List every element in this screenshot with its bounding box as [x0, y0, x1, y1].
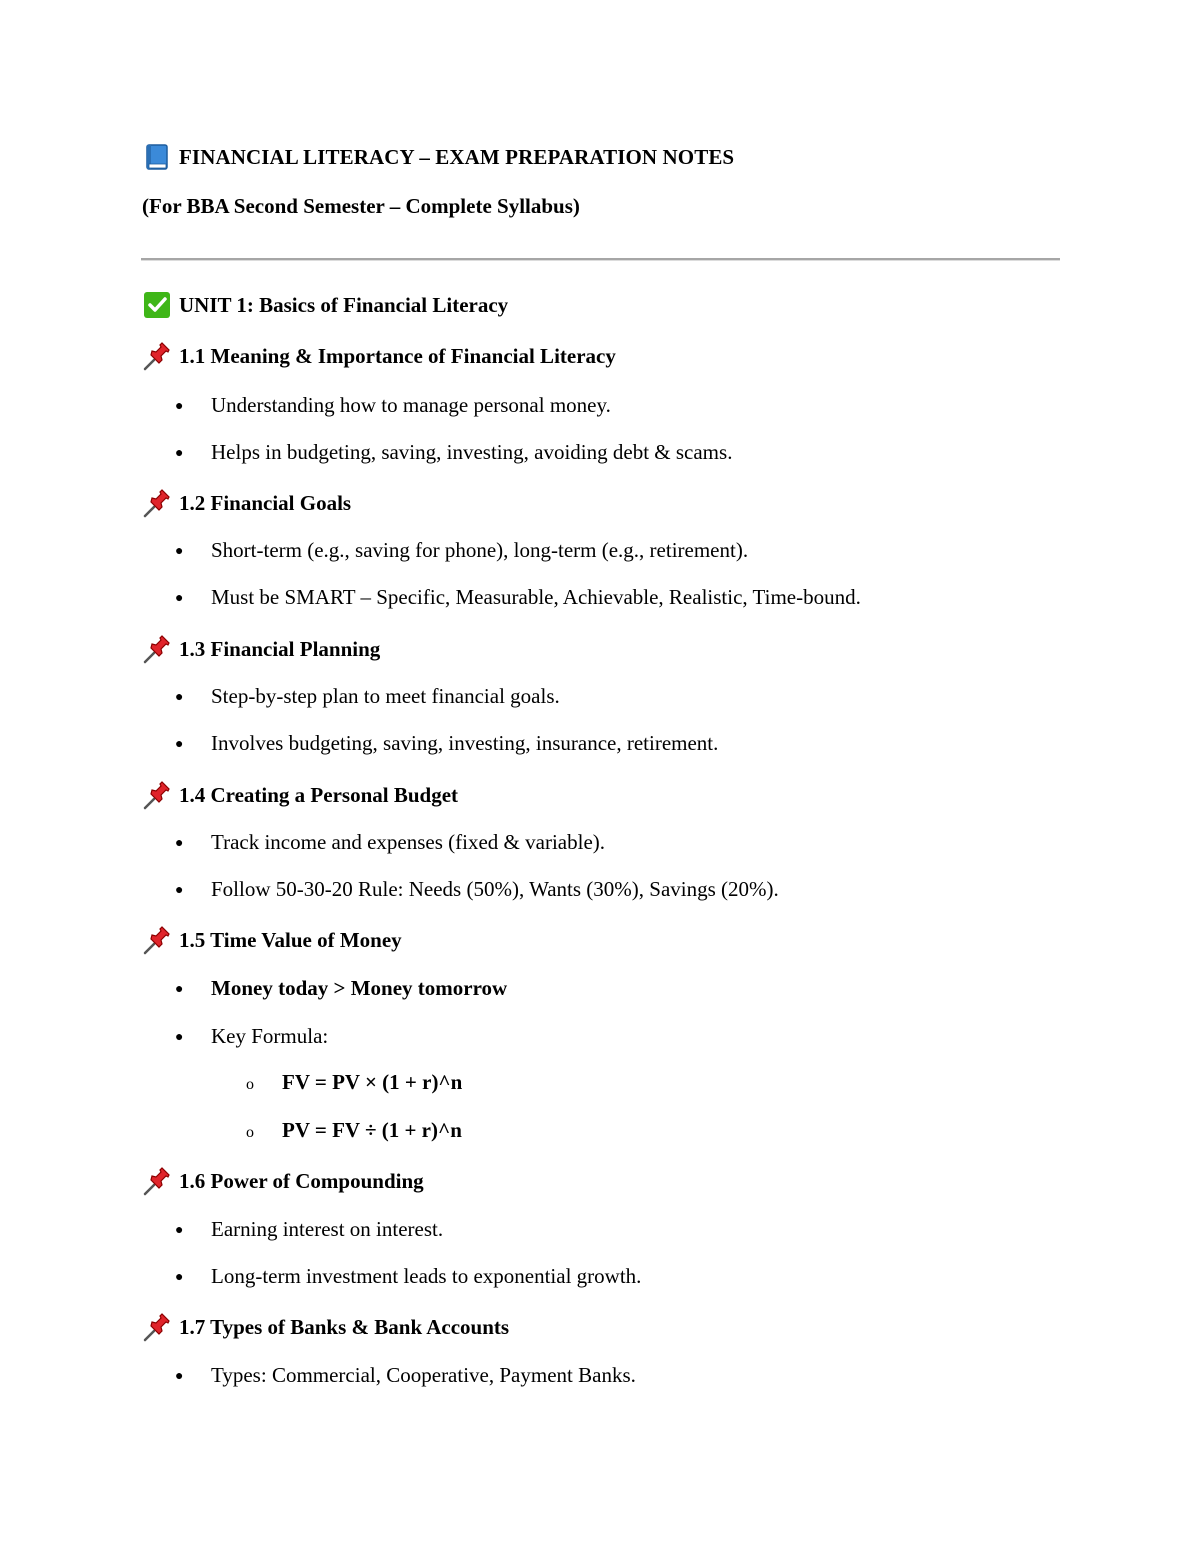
- section-heading-text: 1.2 Financial Goals: [179, 490, 352, 515]
- section-heading-text: 1.1 Meaning & Importance of Financial Literacy: [179, 343, 616, 368]
- section-heading-text: 1.6 Power of Compounding: [179, 1168, 424, 1193]
- section-heading-text: 1.4 Creating a Personal Budget: [179, 782, 459, 807]
- formula-text: FV = PV × (1 + r)^n: [282, 1070, 463, 1094]
- list-item: [175, 1024, 328, 1049]
- list-item: [175, 440, 732, 465]
- pushpin-icon: [142, 1166, 172, 1196]
- section-heading-1-7: [142, 1312, 509, 1342]
- bullet-marker: ●: [175, 544, 184, 559]
- section-heading-1-3: [142, 634, 380, 664]
- list-item: [175, 1264, 641, 1289]
- document-title: [142, 142, 734, 172]
- sub-bullet-marker: o: [246, 1076, 254, 1093]
- document-subtitle: (For BBA Second Semester – Complete Syllabus): [142, 194, 580, 218]
- bullet-marker: ●: [175, 836, 184, 851]
- section-heading-1-4: [142, 780, 458, 810]
- bullet-marker: ●: [175, 446, 184, 461]
- check-mark-button-icon: [142, 290, 172, 320]
- section-heading-text: 1.7 Types of Banks & Bank Accounts: [179, 1314, 510, 1339]
- bullet-marker: ●: [175, 399, 184, 414]
- formula-text: PV = FV ÷ (1 + r)^n: [282, 1118, 462, 1142]
- list-item-text: Step-by-step plan to meet financial goals.: [211, 684, 560, 708]
- bullet-marker: ●: [175, 1369, 184, 1384]
- bullet-marker: ●: [175, 883, 184, 898]
- list-item-text: Key Formula:: [211, 1024, 329, 1048]
- list-item: [175, 585, 861, 610]
- bullet-marker: ●: [175, 982, 184, 997]
- list-item: [175, 393, 611, 418]
- section-heading-1-5: [142, 925, 402, 955]
- bullet-marker: ●: [175, 1223, 184, 1238]
- formula-item: [246, 1070, 462, 1095]
- list-item-text: Involves budgeting, saving, investing, insurance, retirement.: [211, 731, 719, 755]
- formula-item: [246, 1118, 462, 1143]
- pushpin-icon: [142, 925, 172, 955]
- list-item: [175, 976, 507, 1001]
- list-item-text: Money today > Money tomorrow: [211, 976, 508, 1000]
- list-item: [175, 1217, 443, 1242]
- pushpin-icon: [142, 1312, 172, 1342]
- sub-bullet-marker: o: [246, 1124, 254, 1141]
- unit-title: UNIT 1: Basics of Financial Literacy: [179, 292, 509, 317]
- title-text: FINANCIAL LITERACY – EXAM PREPARATION NOTES: [179, 144, 735, 169]
- bullet-marker: ●: [175, 1270, 184, 1285]
- section-heading-text: 1.5 Time Value of Money: [179, 927, 402, 952]
- bullet-marker: ●: [175, 1030, 184, 1045]
- section-heading-1-6: [142, 1166, 424, 1196]
- blue-book-icon: [142, 142, 172, 172]
- pushpin-icon: [142, 341, 172, 371]
- list-item-text: Must be SMART – Specific, Measurable, Achievable, Realistic, Time-bound.: [211, 585, 861, 609]
- list-item: [175, 684, 560, 709]
- list-item-text: Helps in budgeting, saving, investing, avoiding debt & scams.: [211, 440, 733, 464]
- list-item-text: Follow 50-30-20 Rule: Needs (50%), Wants (30%), Savings (20%).: [211, 877, 779, 901]
- list-item: [175, 538, 748, 563]
- bullet-marker: ●: [175, 690, 184, 705]
- section-heading-1-1: [142, 341, 616, 371]
- list-item-text: Track income and expenses (fixed & variable).: [211, 830, 606, 854]
- list-item: [175, 830, 605, 855]
- pushpin-icon: [142, 634, 172, 664]
- list-item-text: Understanding how to manage personal money.: [211, 393, 611, 417]
- list-item-text: Types: Commercial, Cooperative, Payment Banks.: [211, 1363, 636, 1387]
- list-item-text: Earning interest on interest.: [211, 1217, 444, 1241]
- pushpin-icon: [142, 780, 172, 810]
- bullet-marker: ●: [175, 737, 184, 752]
- list-item-text: Short-term (e.g., saving for phone), long-term (e.g., retirement).: [211, 538, 749, 562]
- section-heading-text: 1.3 Financial Planning: [179, 636, 381, 661]
- list-item: [175, 731, 718, 756]
- bullet-marker: ●: [175, 591, 184, 606]
- horizontal-rule: [141, 258, 1060, 261]
- unit-heading: [142, 290, 508, 320]
- list-item-text: Long-term investment leads to exponential growth.: [211, 1264, 642, 1288]
- pushpin-icon: [142, 488, 172, 518]
- list-item: [175, 1363, 636, 1388]
- section-heading-1-2: [142, 488, 351, 518]
- list-item: [175, 877, 779, 902]
